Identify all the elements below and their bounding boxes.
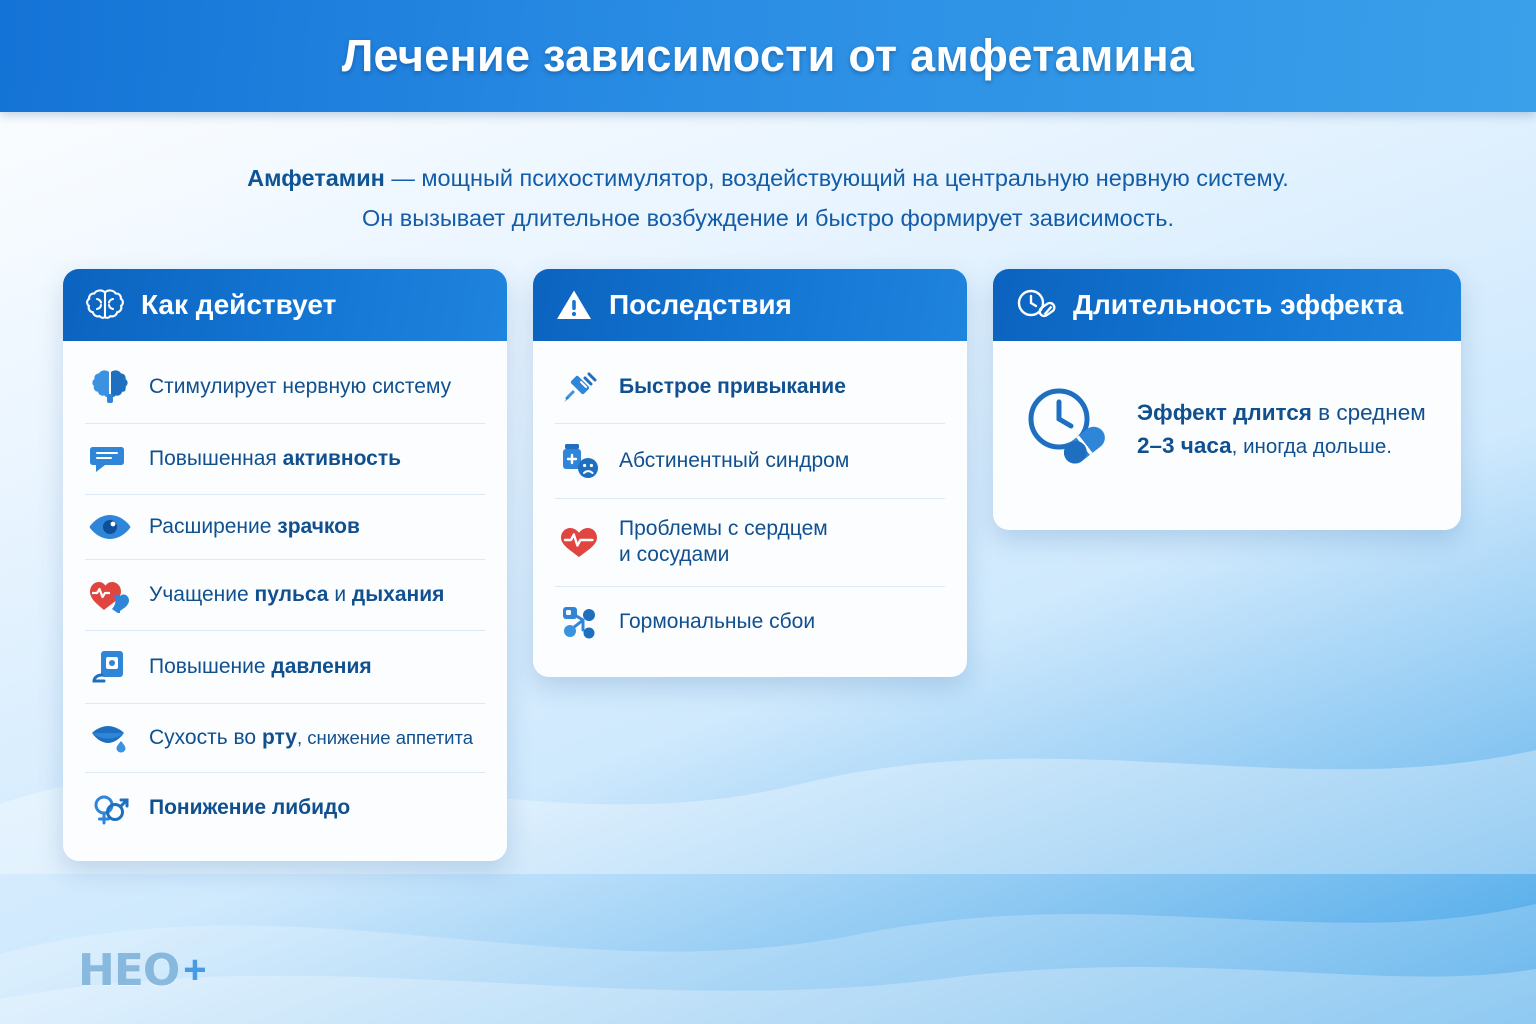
card-body [533, 341, 967, 677]
list-item-label: Повышение давления [149, 654, 372, 678]
page-header [0, 0, 1536, 112]
card-title: Последствия [609, 288, 792, 320]
intro-lead-term: Амфетамин [247, 165, 385, 191]
list-item [85, 773, 485, 843]
speech-bubble-icon [87, 441, 133, 477]
brand-logo [78, 945, 207, 996]
card-header [993, 269, 1461, 341]
list-item-label: Абстинентный синдром [619, 448, 850, 472]
intro-paragraph [123, 158, 1413, 239]
list-item [85, 351, 485, 424]
card-body [993, 341, 1461, 530]
heart-pulse-icon [87, 577, 133, 613]
list-item-label: Расширение зрачков [149, 514, 360, 538]
list-item [85, 631, 485, 704]
list-item [555, 351, 945, 424]
list-item [555, 499, 945, 587]
list-item-label: Гормональные сбои [619, 610, 816, 634]
list-item [85, 424, 485, 495]
card-title: Длительность эффекта [1073, 288, 1404, 320]
gender-symbols-icon [87, 790, 133, 826]
list-item [555, 587, 945, 659]
list-item-label: Учащение пульса и дыхания [149, 582, 445, 606]
hormone-molecule-icon [557, 604, 603, 642]
card-how-it-works [63, 269, 507, 861]
list-item [85, 560, 485, 631]
effect-duration-text: Эффект длится в среднем 2–3 часа, иногда дольше. [1137, 399, 1426, 459]
card-header [533, 269, 967, 341]
logo-plus-icon: + [183, 948, 207, 992]
list-item [555, 424, 945, 499]
columns-container [63, 269, 1473, 861]
intro-line-1 [123, 158, 1413, 198]
list-item-label: Быстрое привыкание [619, 374, 846, 398]
card-header [63, 269, 507, 341]
intro-line-2: Он вызывает длительное возбуждение и быстро формирует зависимость. [361, 205, 1174, 232]
list-item [85, 704, 485, 773]
brain-icon [85, 287, 125, 323]
blood-pressure-monitor-icon [87, 648, 133, 686]
list-item-label: Стимулирует нервную систему [149, 374, 452, 398]
pill-bottle-sad-icon [557, 441, 603, 481]
clock-pill-icon [1015, 287, 1057, 323]
heart-pulse-icon [557, 524, 603, 560]
list-item-label: Сухость во рту, снижение аппетита [149, 725, 474, 749]
list-item-label: Понижение либидо [149, 795, 351, 819]
list-item-label: Повышенная активность [149, 446, 402, 470]
list-item [85, 495, 485, 560]
warning-triangle-icon [555, 287, 593, 323]
card-consequences [533, 269, 967, 677]
list-item-label: Проблемы с сердцем и сосудами [619, 516, 828, 567]
syringe-icon [557, 368, 603, 406]
page-title: Лечение зависимости от амфетамина [341, 30, 1195, 81]
card-effect-duration [993, 269, 1461, 530]
clock-pill-icon [1019, 381, 1115, 478]
eye-icon [87, 512, 133, 542]
logo-wordmark: HEO [78, 945, 180, 996]
dry-mouth-icon [87, 721, 133, 755]
card-body [63, 341, 507, 861]
brain-icon [87, 368, 133, 406]
intro-line-1-rest: — мощный психостимулятор, воздействующий на центральную нервную систему. [384, 165, 1289, 191]
card-title: Как действует [141, 288, 337, 320]
